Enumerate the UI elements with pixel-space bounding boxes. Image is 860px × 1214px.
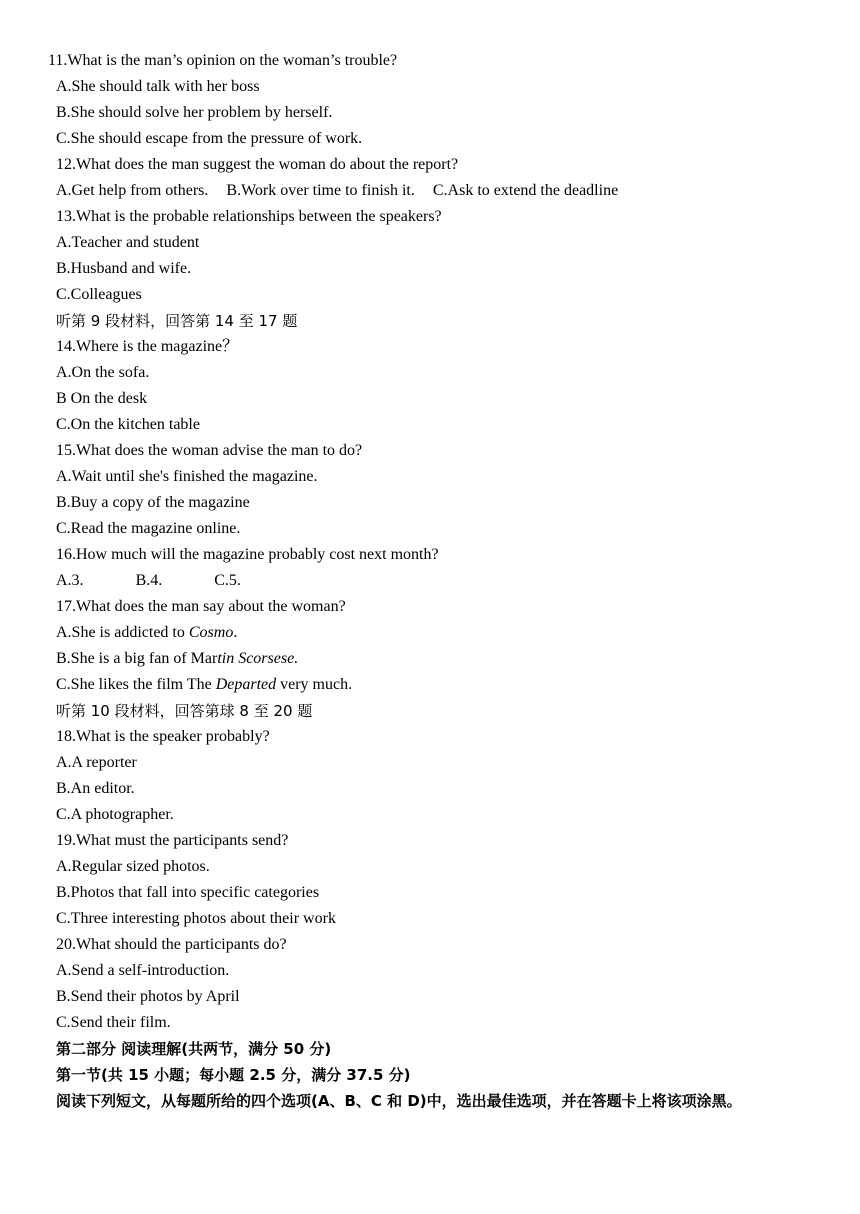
question-16-option-a: A.3. (56, 572, 84, 589)
question-18-option-b: B.An editor. (56, 780, 135, 797)
question-16-option-b: B.4. (135, 572, 163, 589)
question-20-option-a: A.Send a self-introduction. (56, 962, 230, 979)
question-15-option-c: C.Read the magazine online. (56, 520, 241, 537)
question-11-stem: 11.What is the man’s opinion on the woman’s trouble? (48, 52, 398, 69)
question-19-option-b: B.Photos that fall into specific categories (56, 884, 320, 901)
option-text-end: . (233, 624, 238, 641)
director-name: tin Scorsese. (217, 650, 299, 667)
question-15-option-a: A.Wait until she's finished the magazine. (56, 468, 318, 485)
question-16-stem: 16.How much will the magazine probably cost next month? (56, 546, 439, 563)
question-12-options (0, 178, 860, 204)
question-15-option-b: B.Buy a copy of the magazine (56, 494, 250, 511)
question-20-stem: 20.What should the participants do? (56, 936, 287, 953)
magazine-title: Cosmo (188, 624, 234, 641)
question-16-option-c: C.5. (214, 572, 241, 589)
section-10-instruction: 听第 10 段材料，回答第球 8 至 20 题 (56, 702, 313, 720)
reading-instruction: 阅读下列短文，从每题所给的四个选项(A、B、C 和 D)中，选出最佳选项，并在答题卡上将该项涂黑。 (56, 1092, 742, 1110)
question-19-option-a: A.Regular sized photos. (56, 858, 210, 875)
question-15-stem: 15.What does the woman advise the man to do? (56, 442, 363, 459)
option-text: B.She is a big fan of Mar (56, 650, 218, 667)
question-14-option-a: A.On the sofa. (56, 364, 150, 381)
option-text: C.She likes the film The (56, 676, 216, 693)
section-9-instruction: 听第 9 段材料，回答第 14 至 17 题 (56, 312, 298, 330)
question-17-stem: 17.What does the man say about the woman? (56, 598, 346, 615)
question-14-option-c: C.On the kitchen table (56, 416, 200, 433)
question-12-option-b: B.Work over time to finish it. (226, 182, 415, 199)
question-14-option-b: B On the desk (56, 390, 148, 407)
question-13-option-b: B.Husband and wife. (56, 260, 192, 277)
question-13-stem: 13.What is the probable relationships between the speakers? (56, 208, 442, 225)
question-11-option-a: A.She should talk with her boss (56, 78, 260, 95)
question-14-stem: 14.Where is the magazine？ (56, 338, 239, 355)
question-17-option-b (0, 646, 860, 672)
question-12-option-c: C.Ask to extend the deadline (432, 182, 619, 199)
question-13-option-a: A.Teacher and student (56, 234, 200, 251)
question-19-stem: 19.What must the participants send? (56, 832, 289, 849)
document-page (0, 48, 860, 1114)
question-11-option-c: C.She should escape from the pressure of work. (56, 130, 363, 147)
part-2-heading: 第二部分 阅读理解(共两节，满分 50 分) (56, 1040, 332, 1058)
question-20-option-c: C.Send their film. (56, 1014, 171, 1031)
option-text: A.She is addicted to (56, 624, 189, 641)
question-16-options (0, 568, 860, 594)
question-20-option-b: B.Send their photos by April (56, 988, 240, 1005)
question-19-option-c: C.Three interesting photos about their work (56, 910, 336, 927)
section-1-heading: 第一节(共 15 小题；每小题 2.5 分，满分 37.5 分) (56, 1066, 411, 1084)
question-13-option-c: C.Colleagues (56, 286, 142, 303)
option-text-end: very much. (276, 676, 353, 693)
question-12-stem: 12.What does the man suggest the woman do about the report? (56, 156, 459, 173)
question-18-option-a: A.A reporter (56, 754, 137, 771)
question-11-option-b: B.She should solve her problem by herself. (56, 104, 333, 121)
question-18-option-c: C.A photographer. (56, 806, 174, 823)
question-17-option-c (0, 672, 860, 698)
film-title: Departed (215, 676, 277, 693)
question-17-option-a (0, 620, 860, 646)
question-12-option-a: A.Get help from others. (56, 182, 209, 199)
question-18-stem: 18.What is the speaker probably? (56, 728, 270, 745)
